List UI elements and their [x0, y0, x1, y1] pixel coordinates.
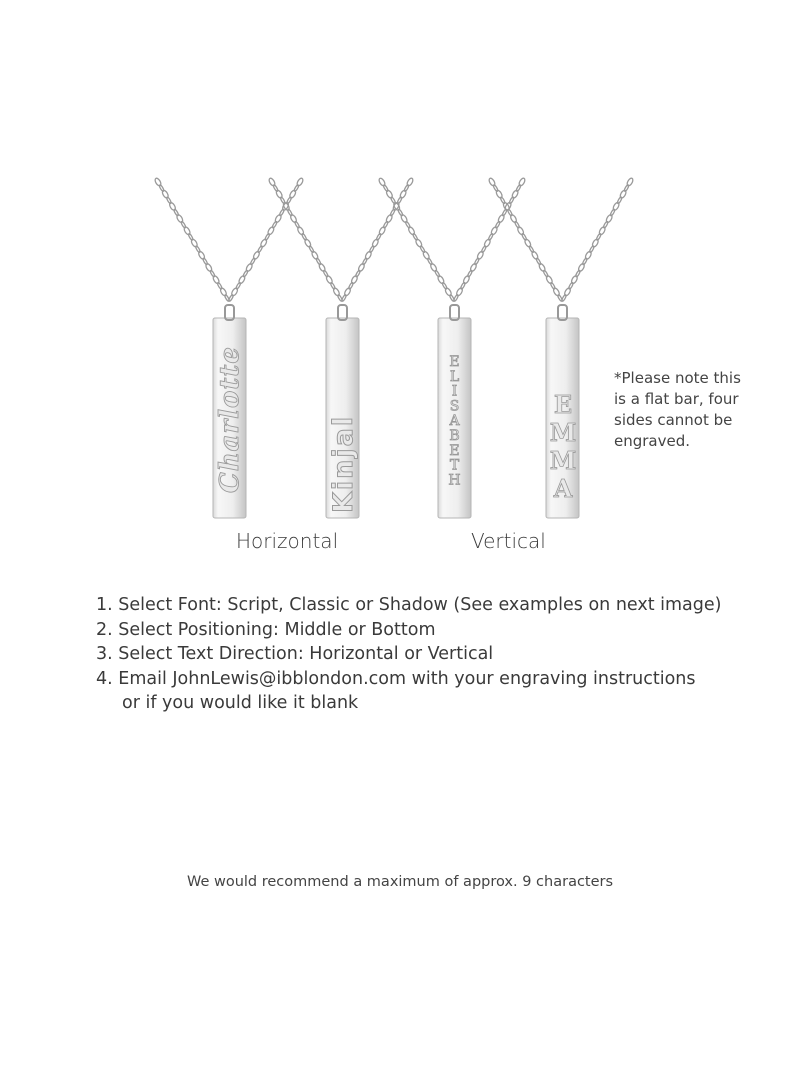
engraving-letter: H [448, 472, 461, 489]
engraving-letter: A [449, 413, 460, 430]
engraving-letter: I [451, 383, 458, 400]
engraving-letter: T [449, 457, 460, 474]
instruction-step: 4. Email JohnLewis@ibblondon.com with your engraving instructions [96, 668, 696, 689]
engraving-elisabeth [448, 354, 460, 488]
instruction-step: 2. Select Positioning: Middle or Bottom [96, 619, 436, 640]
engraving-letter: S [449, 398, 460, 415]
flat-bar-note [614, 368, 754, 452]
engraving-charlotte: Charlotte [215, 346, 245, 493]
engraving-kinjal: Kinjal [328, 414, 359, 513]
character-recommendation: We would recommend a maximum of approx. 9 characters [186, 874, 614, 890]
instruction-step-continuation: or if you would like it blank [122, 693, 359, 713]
chain-link [453, 294, 459, 301]
caption-vertical: Vertical [471, 529, 546, 553]
pendant-bar-kinjal [326, 305, 359, 518]
chain-link [341, 294, 347, 301]
chain-link [561, 294, 567, 301]
engraving-letter: A [553, 474, 573, 503]
engraving-letter: E [553, 390, 573, 419]
pendant-bar-elisabeth [438, 305, 471, 518]
engraving-letter: M [549, 418, 577, 447]
note-line: is a flat bar, four [614, 390, 739, 408]
note-line: engraved. [614, 432, 691, 450]
engraving-letter: M [549, 446, 577, 475]
engraving-letter: E [449, 354, 460, 370]
engraving-letter: E [449, 442, 460, 459]
pendant-bar-emma [546, 305, 579, 518]
chain-link [228, 294, 234, 301]
note-line: *Please note this [614, 369, 741, 387]
caption-horizontal: Horizontal [236, 529, 339, 553]
instructions-list [96, 593, 746, 716]
engraving-letter: B [449, 428, 460, 444]
note-line: sides cannot be [614, 411, 733, 429]
pendant-bar-charlotte [213, 305, 246, 518]
instruction-step: 1. Select Font: Script, Classic or Shadow (See examples on next image) [96, 595, 722, 615]
engraving-letter: L [449, 368, 460, 385]
chain-group [154, 177, 634, 301]
instruction-step: 3. Select Text Direction: Horizontal or Vertical [96, 644, 494, 664]
